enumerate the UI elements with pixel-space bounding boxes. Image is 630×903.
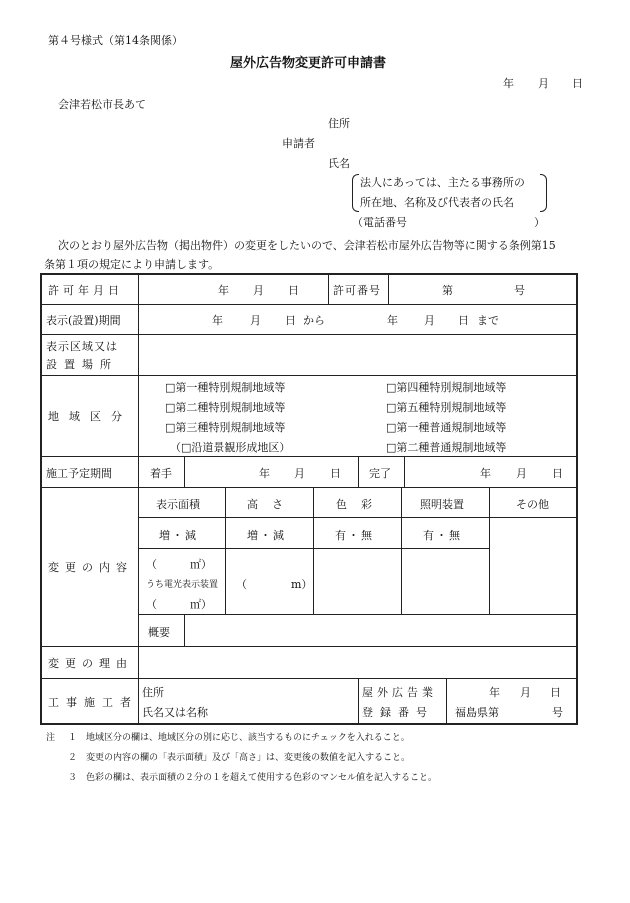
zone-checkbox-general-1[interactable]: □第一種普通規制地域等: [386, 421, 507, 434]
applicant-address-label: 住所: [328, 117, 350, 130]
phone-label: （電話番号: [352, 216, 407, 229]
registration-label-1: 屋外広告業: [362, 686, 437, 699]
registration-day: 日: [550, 686, 561, 699]
start-day: 日: [330, 467, 341, 480]
phone-close: ）: [534, 216, 545, 229]
addressee: 会津若松市長あて: [58, 98, 146, 111]
start-label: 着手: [150, 467, 172, 480]
end-label: 完了: [369, 467, 391, 480]
end-year: 年: [480, 467, 491, 480]
zone-checkbox-1[interactable]: □第一種特別規制地域等: [165, 381, 286, 394]
header-height: 高さ: [247, 498, 297, 511]
header-area: 表示面積: [156, 498, 200, 511]
applicant-name-label: 氏名: [328, 157, 350, 170]
color-yes-no: 有・無: [335, 529, 374, 542]
area-value-paren: （ ㎡）: [146, 558, 212, 571]
period-month-2: 月: [424, 314, 435, 327]
height-increase-decrease: 増・減: [247, 529, 286, 542]
registration-year: 年: [489, 686, 500, 699]
period-from: から: [303, 314, 325, 327]
period-month-1: 月: [250, 314, 261, 327]
intro-line-2: 条第１項の規定により申請します。: [44, 258, 220, 271]
permit-date-label: 許可年月日: [48, 284, 123, 297]
header-lighting: 照明装置: [420, 498, 464, 511]
area-led-paren: （ ㎡）: [146, 598, 212, 611]
registration-prefix: 福島県第: [455, 706, 499, 719]
header-other: その他: [516, 498, 549, 511]
permit-date-day: 日: [288, 284, 299, 297]
page-title: 屋外広告物変更許可申請書: [230, 56, 387, 71]
corp-note-line-2: 所在地、名称及び代表者の氏名: [360, 196, 514, 209]
zone-checkbox-roadside[interactable]: （□沿道景観形成地区）: [170, 441, 291, 454]
zone-checkbox-4[interactable]: □第四種特別規制地域等: [386, 381, 507, 394]
header-color: 色彩: [336, 498, 386, 511]
start-month: 月: [294, 467, 305, 480]
corp-note-bracket-left: [352, 174, 359, 212]
lighting-yes-no: 有・無: [423, 529, 462, 542]
period-year-1: 年: [212, 314, 223, 327]
contractor-name-label: 氏名又は名称: [142, 706, 208, 719]
intro-line-1: 次のとおり屋外広告物（掲出物件）の変更をしたいので、会津若松市屋外広告物等に関する条例第15: [58, 239, 556, 252]
form-number: 第４号様式（第14条関係）: [48, 34, 183, 47]
zone-checkbox-3[interactable]: □第三種特別規制地域等: [165, 421, 286, 434]
permit-number-prefix: 第: [442, 284, 453, 297]
date-day: 日: [572, 77, 583, 90]
date-month: 月: [538, 77, 549, 90]
note-1: １ 地域区分の欄は、地域区分の別に応じ、該当するものにチェックを入れること。: [68, 733, 410, 743]
permit-number-label: 許可番号: [333, 284, 381, 297]
notes-label: 注: [46, 733, 56, 743]
location-label-2: 設置場所: [46, 358, 118, 371]
permit-date-month: 月: [253, 284, 264, 297]
note-2: ２ 変更の内容の欄の「表示面積」及び「高さ」は、変更後の数値を記入すること。: [68, 753, 411, 763]
construction-label: 施工予定期間: [46, 467, 112, 480]
zone-checkbox-general-2[interactable]: □第二種普通規制地域等: [386, 441, 507, 454]
zone-checkbox-5[interactable]: □第五種特別規制地域等: [386, 401, 507, 414]
contractor-address-label: 住所: [142, 686, 164, 699]
date-year: 年: [503, 77, 514, 90]
corp-note-line-1: 法人にあっては、主たる事務所の: [360, 176, 525, 189]
end-day: 日: [552, 467, 563, 480]
period-year-2: 年: [387, 314, 398, 327]
applicant-label: 申請者: [282, 137, 315, 150]
area-increase-decrease: 増・減: [159, 529, 198, 542]
period-day-1: 日: [285, 314, 296, 327]
period-to: まで: [477, 314, 499, 327]
reason-label: 変更の理由: [48, 657, 133, 670]
height-value-paren: （ m）: [236, 578, 313, 591]
registration-month: 月: [520, 686, 531, 699]
area-led-label: うち電光表示装置: [146, 580, 219, 590]
start-year: 年: [259, 467, 270, 480]
location-label-1: 表示区域又は: [46, 340, 118, 353]
zone-checkbox-2[interactable]: □第二種特別規制地域等: [165, 401, 286, 414]
corp-note-bracket-right: [540, 174, 547, 212]
summary-label: 概要: [148, 626, 170, 639]
zone-label: 地域区分: [48, 410, 132, 423]
contractor-label: 工事施工者: [48, 696, 138, 709]
change-label: 変更の内容: [48, 561, 133, 574]
registration-suffix: 号: [552, 706, 563, 719]
period-day-2: 日: [458, 314, 469, 327]
permit-number-suffix: 号: [514, 284, 525, 297]
note-3: ３ 色彩の欄は、表示面積の２分の１を超えて使用する色彩のマンセル値を記入すること。: [68, 773, 438, 783]
permit-date-year: 年: [218, 284, 229, 297]
end-month: 月: [516, 467, 527, 480]
period-label: 表示(設置)期間: [46, 314, 121, 327]
registration-label-2: 登録番号: [362, 706, 434, 719]
